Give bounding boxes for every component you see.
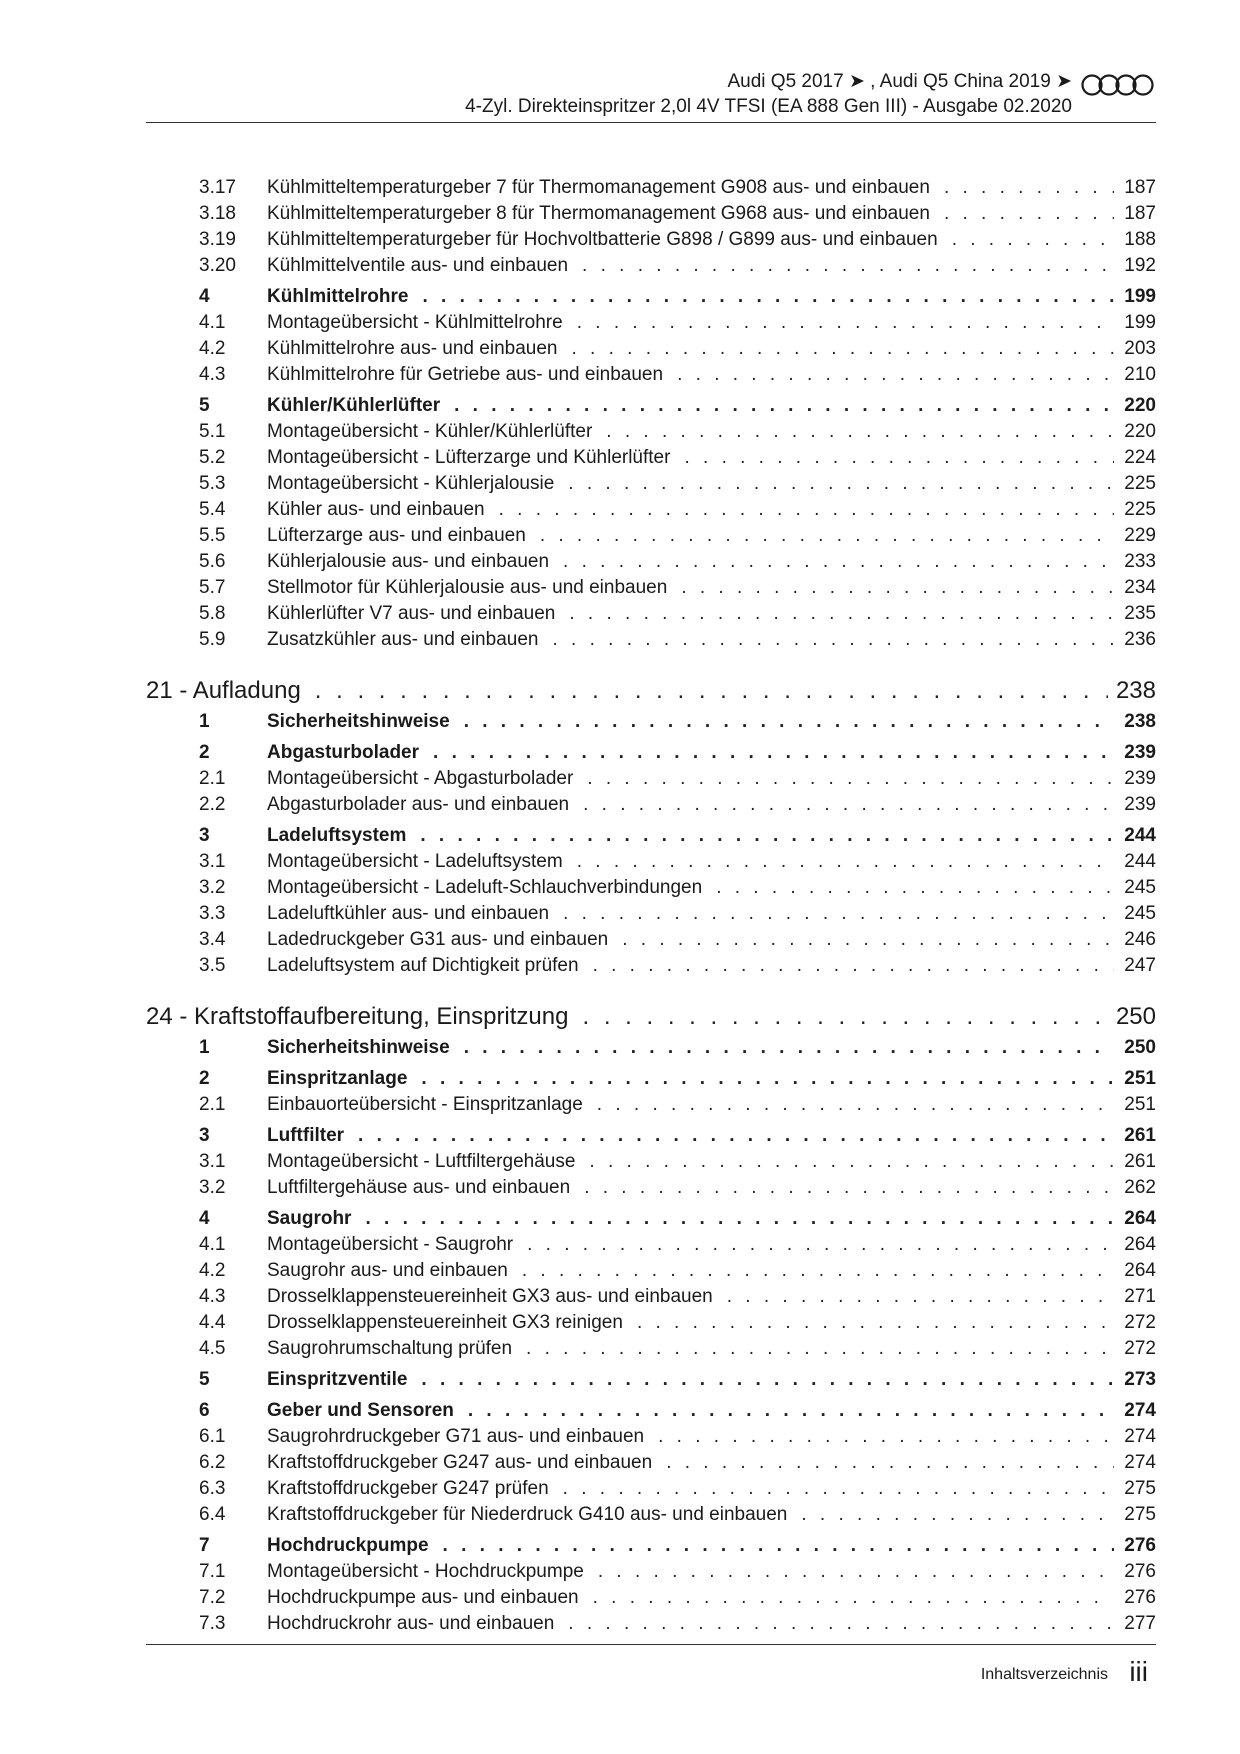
toc-subsection-row[interactable]: [146, 1424, 1156, 1450]
toc-dot-leader: [666, 1450, 1114, 1476]
toc-entry-title: Drosselklappensteuereinheit GX3 aus- und einbauen: [267, 1286, 713, 1307]
toc-entry-title: Zusatzkühler aus- und einbauen: [267, 629, 539, 650]
toc-subsection-row[interactable]: [146, 1232, 1156, 1258]
toc-entry-title: Kraftstoffdruckgeber für Niederdruck G410 aus- und einbauen: [267, 1504, 788, 1525]
toc-dot-leader: [593, 953, 1114, 979]
toc-entry-page: 277: [1124, 1613, 1156, 1634]
toc-dot-leader: [464, 709, 1114, 735]
toc-entry-number: 2.1: [199, 1094, 226, 1115]
toc-entry-number: 5.2: [199, 447, 226, 468]
toc-entry-title: 21 - Aufladung: [146, 677, 301, 704]
toc-subsection-row[interactable]: [146, 227, 1156, 253]
toc-entry-title: Einspritzanlage: [267, 1068, 408, 1089]
toc-entry-number: 4: [199, 1208, 210, 1229]
toc-entry-page: 261: [1124, 1125, 1156, 1146]
toc-dot-leader: [587, 766, 1114, 792]
toc-entry-number: 6.2: [199, 1452, 226, 1473]
toc-dot-leader: [571, 336, 1114, 362]
toc-entry-page: 187: [1124, 203, 1156, 224]
toc-dot-leader: [421, 1367, 1114, 1393]
toc-entry-page: 276: [1124, 1587, 1156, 1608]
toc-entry-number: 7: [199, 1535, 210, 1556]
toc-entry-page: 247: [1124, 955, 1156, 976]
toc-dot-leader: [952, 227, 1114, 253]
toc-entry-title: Ladeluftsystem: [267, 825, 407, 846]
toc-entry-number: 3.1: [199, 851, 226, 872]
toc-entry-page: 239: [1124, 794, 1156, 815]
toc-dot-leader: [622, 927, 1114, 953]
toc-entry-title: Luftfiltergehäuse aus- und einbauen: [267, 1177, 571, 1198]
toc-entry-number: 5.9: [199, 629, 226, 650]
toc-entry-number: 7.3: [199, 1613, 226, 1634]
toc-dot-leader: [801, 1502, 1114, 1528]
toc-dot-leader: [598, 1559, 1114, 1585]
toc-entry-page: 274: [1124, 1426, 1156, 1447]
toc-subsection-row[interactable]: [146, 1258, 1156, 1284]
toc-entry-number: 3.19: [199, 229, 236, 250]
toc-entry-number: 3.2: [199, 1177, 226, 1198]
toc-subsection-row[interactable]: [146, 1310, 1156, 1336]
toc-entry-title: Einspritzventile: [267, 1369, 408, 1390]
toc-entry-number: 6.4: [199, 1504, 226, 1525]
toc-dot-leader: [422, 284, 1114, 310]
toc-entry-number: 5.4: [199, 499, 226, 520]
toc-entry-title: Kühlmitteltemperaturgeber 8 für Thermomanagement G968 aus- und einbauen: [267, 203, 930, 224]
toc-entry-title: Kühlmittelrohre: [267, 286, 409, 307]
toc-entry-number: 1: [199, 711, 210, 732]
toc-entry-page: 199: [1124, 286, 1156, 307]
toc-subsection-row[interactable]: [146, 575, 1156, 601]
toc-entry-number: 4.2: [199, 1260, 226, 1281]
toc-entry-title: Saugrohrumschaltung prüfen: [267, 1338, 513, 1359]
toc-section-row[interactable]: [146, 393, 1156, 419]
toc-entry-number: 5.5: [199, 525, 226, 546]
toc-entry-number: 3.1: [199, 1151, 226, 1172]
toc-dot-leader: [577, 849, 1114, 875]
page-header: [146, 70, 1156, 122]
toc-entry-title: Montageübersicht - Kühlerjalousie: [267, 473, 555, 494]
table-of-contents: [146, 175, 1156, 1637]
toc-subsection-row[interactable]: [146, 601, 1156, 627]
toc-subsection-row[interactable]: [146, 766, 1156, 792]
toc-dot-leader: [540, 523, 1114, 549]
toc-entry-title: Hochdruckpumpe aus- und einbauen: [267, 1587, 579, 1608]
toc-entry-title: Abgasturbolader aus- und einbauen: [267, 794, 570, 815]
toc-entry-page: 239: [1124, 768, 1156, 789]
toc-dot-leader: [563, 1476, 1114, 1502]
toc-chapter-row[interactable]: [146, 1001, 1156, 1033]
header-vehicle-line: Audi Q5 2017 ➤ , Audi Q5 China 2019 ➤: [727, 71, 1072, 92]
toc-dot-leader: [568, 471, 1114, 497]
toc-subsection-row[interactable]: [146, 1092, 1156, 1118]
toc-entry-number: 5.3: [199, 473, 226, 494]
toc-dot-leader: [563, 901, 1114, 927]
toc-dot-leader: [468, 1398, 1114, 1424]
toc-subsection-row[interactable]: [146, 549, 1156, 575]
toc-entry-page: 203: [1124, 338, 1156, 359]
toc-dot-leader: [526, 1336, 1114, 1362]
toc-entry-title: Saugrohr: [267, 1208, 352, 1229]
toc-entry-number: 4.3: [199, 364, 226, 385]
toc-entry-page: 233: [1124, 551, 1156, 572]
toc-entry-page: 271: [1124, 1286, 1156, 1307]
toc-entry-page: 225: [1124, 473, 1156, 494]
toc-entry-page: 199: [1124, 312, 1156, 333]
toc-dot-leader: [584, 1175, 1114, 1201]
toc-dot-leader: [420, 823, 1114, 849]
toc-subsection-row[interactable]: [146, 849, 1156, 875]
toc-entry-number: 6: [199, 1400, 210, 1421]
toc-dot-leader: [684, 445, 1114, 471]
toc-entry-number: 3.3: [199, 903, 226, 924]
toc-entry-page: 276: [1124, 1535, 1156, 1556]
toc-entry-page: 244: [1124, 851, 1156, 872]
toc-entry-title: Einbauorteübersicht - Einspritzanlage: [267, 1094, 583, 1115]
toc-entry-number: 2: [199, 1068, 210, 1089]
toc-entry-title: Saugrohrdruckgeber G71 aus- und einbauen: [267, 1426, 645, 1447]
toc-section-row[interactable]: [146, 709, 1156, 735]
toc-entry-number: 3: [199, 825, 210, 846]
toc-dot-leader: [677, 362, 1114, 388]
toc-dot-leader: [944, 201, 1114, 227]
toc-subsection-row[interactable]: [146, 1559, 1156, 1585]
toc-entry-number: 5: [199, 395, 210, 416]
toc-section-row[interactable]: [146, 284, 1156, 310]
toc-entry-page: 245: [1124, 903, 1156, 924]
toc-entry-title: Lüfterzarge aus- und einbauen: [267, 525, 526, 546]
toc-entry-title: Kühlerlüfter V7 aus- und einbauen: [267, 603, 556, 624]
toc-dot-leader: [582, 253, 1114, 279]
toc-entry-page: 244: [1124, 825, 1156, 846]
toc-dot-leader: [727, 1284, 1114, 1310]
toc-entry-number: 4.5: [199, 1338, 226, 1359]
toc-entry-title: Kühlmittelrohre für Getriebe aus- und einbauen: [267, 364, 664, 385]
header-engine-line: 4-Zyl. Direkteinspritzer 2,0l 4V TFSI (EA 888 Gen III) - Ausgabe 02.2020: [465, 96, 1072, 117]
toc-entry-title: Kühlerjalousie aus- und einbauen: [267, 551, 550, 572]
toc-entry-number: 6.3: [199, 1478, 226, 1499]
toc-entry-number: 2: [199, 742, 210, 763]
toc-entry-page: 238: [1124, 711, 1156, 732]
toc-entry-number: 4.1: [199, 312, 226, 333]
toc-dot-leader: [358, 1123, 1114, 1149]
toc-entry-title: Ladedruckgeber G31 aus- und einbauen: [267, 929, 609, 950]
toc-dot-leader: [637, 1310, 1114, 1336]
toc-dot-leader: [568, 1611, 1114, 1637]
toc-entry-page: 192: [1124, 255, 1156, 276]
toc-subsection-row[interactable]: [146, 1585, 1156, 1611]
toc-entry-number: 5: [199, 1369, 210, 1390]
toc-entry-page: 220: [1124, 421, 1156, 442]
toc-section-row[interactable]: [146, 1066, 1156, 1092]
toc-subsection-row[interactable]: [146, 1502, 1156, 1528]
toc-subsection-row[interactable]: [146, 1476, 1156, 1502]
toc-dot-leader: [522, 1258, 1114, 1284]
toc-entry-page: 235: [1124, 603, 1156, 624]
toc-dot-leader: [944, 175, 1114, 201]
toc-subsection-row[interactable]: [146, 523, 1156, 549]
toc-entry-page: 225: [1124, 499, 1156, 520]
toc-entry-title: Montageübersicht - Ladeluftsystem: [267, 851, 563, 872]
toc-subsection-row[interactable]: [146, 875, 1156, 901]
toc-entry-title: Saugrohr aus- und einbauen: [267, 1260, 508, 1281]
toc-dot-leader: [606, 419, 1114, 445]
toc-entry-title: Hochdruckrohr aus- und einbauen: [267, 1613, 555, 1634]
toc-subsection-row[interactable]: [146, 419, 1156, 445]
toc-entry-title: Montageübersicht - Kühlmittelrohre: [267, 312, 563, 333]
toc-entry-page: 234: [1124, 577, 1156, 598]
toc-dot-leader: [563, 549, 1114, 575]
toc-section-row[interactable]: [146, 1206, 1156, 1232]
toc-entry-number: 2.1: [199, 768, 226, 789]
toc-entry-page: 251: [1124, 1068, 1156, 1089]
toc-dot-leader: [577, 310, 1114, 336]
toc-entry-title: Montageübersicht - Ladeluft-Schlauchverbindungen: [267, 877, 703, 898]
toc-subsection-row[interactable]: [146, 497, 1156, 523]
toc-entry-page: 272: [1124, 1338, 1156, 1359]
toc-entry-page: 210: [1124, 364, 1156, 385]
toc-entry-page: 187: [1124, 177, 1156, 198]
toc-dot-leader: [716, 875, 1114, 901]
toc-entry-title: Abgasturbolader: [267, 742, 420, 763]
toc-entry-title: Hochdruckpumpe: [267, 1535, 429, 1556]
toc-dot-leader: [315, 675, 1108, 707]
toc-entry-number: 6.1: [199, 1426, 226, 1447]
toc-dot-leader: [464, 1035, 1114, 1061]
toc-section-row[interactable]: [146, 1035, 1156, 1061]
toc-subsection-row[interactable]: [146, 1611, 1156, 1637]
toc-entry-page: 261: [1124, 1151, 1156, 1172]
toc-subsection-row[interactable]: [146, 253, 1156, 279]
toc-entry-title: Montageübersicht - Saugrohr: [267, 1234, 514, 1255]
toc-entry-title: Kühlmittelrohre aus- und einbauen: [267, 338, 558, 359]
toc-entry-page: 276: [1124, 1561, 1156, 1582]
toc-entry-page: 251: [1124, 1094, 1156, 1115]
toc-entry-page: 264: [1124, 1234, 1156, 1255]
toc-subsection-row[interactable]: [146, 927, 1156, 953]
toc-dot-leader: [443, 1533, 1114, 1559]
toc-dot-leader: [589, 1149, 1114, 1175]
toc-entry-number: 7.2: [199, 1587, 226, 1608]
toc-entry-number: 3.18: [199, 203, 236, 224]
toc-entry-title: Montageübersicht - Hochdruckpumpe: [267, 1561, 584, 1582]
toc-dot-leader: [658, 1424, 1114, 1450]
toc-entry-title: Sicherheitshinweise: [267, 711, 450, 732]
toc-entry-title: Montageübersicht - Lüfterzarge und Kühlerlüfter: [267, 447, 671, 468]
toc-entry-page: 220: [1124, 395, 1156, 416]
toc-dot-leader: [582, 1001, 1107, 1033]
toc-section-row[interactable]: [146, 823, 1156, 849]
toc-entry-number: 3.5: [199, 955, 226, 976]
toc-dot-leader: [681, 575, 1114, 601]
toc-subsection-row[interactable]: [146, 1284, 1156, 1310]
toc-entry-page: 274: [1124, 1452, 1156, 1473]
toc-entry-page: 246: [1124, 929, 1156, 950]
toc-dot-leader: [593, 1585, 1114, 1611]
audi-rings-icon: [1080, 73, 1156, 97]
toc-entry-page: 275: [1124, 1504, 1156, 1525]
toc-subsection-row[interactable]: [146, 201, 1156, 227]
toc-entry-number: 7.1: [199, 1561, 226, 1582]
toc-entry-number: 4.4: [199, 1312, 226, 1333]
toc-subsection-row[interactable]: [146, 792, 1156, 818]
toc-entry-number: 5.8: [199, 603, 226, 624]
toc-entry-number: 3.17: [199, 177, 236, 198]
toc-subsection-row[interactable]: [146, 471, 1156, 497]
toc-entry-page: 264: [1124, 1260, 1156, 1281]
toc-entry-title: Stellmotor für Kühlerjalousie aus- und einbauen: [267, 577, 668, 598]
footer-divider: [146, 1644, 1156, 1645]
toc-subsection-row[interactable]: [146, 445, 1156, 471]
toc-entry-page: 245: [1124, 877, 1156, 898]
toc-section-row[interactable]: [146, 1123, 1156, 1149]
toc-entry-number: 5.6: [199, 551, 226, 572]
toc-subsection-row[interactable]: [146, 362, 1156, 388]
toc-entry-page: 275: [1124, 1478, 1156, 1499]
toc-subsection-row[interactable]: [146, 310, 1156, 336]
footer-section-label: Inhaltsverzeichnis: [980, 1666, 1108, 1683]
toc-entry-title: Drosselklappensteuereinheit GX3 reinigen: [267, 1312, 623, 1333]
toc-entry-page: 264: [1124, 1208, 1156, 1229]
toc-entry-title: Kraftstoffdruckgeber G247 aus- und einbauen: [267, 1452, 653, 1473]
toc-entry-number: 4.1: [199, 1234, 226, 1255]
toc-entry-page: 239: [1124, 742, 1156, 763]
header-divider: [146, 122, 1156, 123]
toc-dot-leader: [597, 1092, 1114, 1118]
toc-subsection-row[interactable]: [146, 953, 1156, 979]
toc-entry-number: 4.3: [199, 1286, 226, 1307]
toc-entry-title: Ladeluftsystem auf Dichtigkeit prüfen: [267, 955, 579, 976]
toc-subsection-row[interactable]: [146, 901, 1156, 927]
toc-entry-title: Montageübersicht - Abgasturbolader: [267, 768, 574, 789]
toc-entry-number: 5.1: [199, 421, 226, 442]
toc-entry-number: 4: [199, 286, 210, 307]
toc-entry-title: Montageübersicht - Kühler/Kühlerlüfter: [267, 421, 593, 442]
toc-entry-page: 224: [1124, 447, 1156, 468]
toc-entry-page: 250: [1115, 1003, 1156, 1030]
toc-entry-title: Kühler/Kühlerlüfter: [267, 395, 441, 416]
toc-entry-title: Kraftstoffdruckgeber G247 prüfen: [267, 1478, 549, 1499]
toc-entry-number: 4.2: [199, 338, 226, 359]
toc-entry-page: 250: [1124, 1037, 1156, 1058]
toc-chapter-row[interactable]: [146, 675, 1156, 707]
toc-dot-leader: [365, 1206, 1114, 1232]
toc-entry-title: Kühlmittelventile aus- und einbauen: [267, 255, 569, 276]
toc-entry-title: 24 - Kraftstoffaufbereitung, Einspritzung: [146, 1003, 569, 1030]
toc-dot-leader: [499, 497, 1114, 523]
toc-entry-page: 236: [1124, 629, 1156, 650]
toc-dot-leader: [552, 627, 1114, 653]
toc-section-row[interactable]: [146, 740, 1156, 766]
toc-entry-number: 1: [199, 1037, 210, 1058]
toc-subsection-row[interactable]: [146, 1450, 1156, 1476]
toc-entry-page: 273: [1124, 1369, 1156, 1390]
toc-subsection-row[interactable]: [146, 336, 1156, 362]
toc-entry-page: 274: [1124, 1400, 1156, 1421]
toc-entry-number: 2.2: [199, 794, 226, 815]
toc-subsection-row[interactable]: [146, 627, 1156, 653]
toc-section-row[interactable]: [146, 1398, 1156, 1424]
toc-entry-page: 188: [1124, 229, 1156, 250]
toc-entry-title: Montageübersicht - Luftfiltergehäuse: [267, 1151, 576, 1172]
toc-subsection-row[interactable]: [146, 175, 1156, 201]
toc-dot-leader: [454, 393, 1114, 419]
toc-subsection-row[interactable]: [146, 1149, 1156, 1175]
toc-entry-number: 3.4: [199, 929, 226, 950]
toc-dot-leader: [527, 1232, 1114, 1258]
toc-section-row[interactable]: [146, 1367, 1156, 1393]
toc-entry-title: Kühlmitteltemperaturgeber für Hochvoltbatterie G898 / G899 aus- und einbauen: [267, 229, 938, 250]
toc-entry-title: Geber und Sensoren: [267, 1400, 454, 1421]
toc-entry-number: 3.2: [199, 877, 226, 898]
toc-dot-leader: [421, 1066, 1114, 1092]
toc-entry-title: Sicherheitshinweise: [267, 1037, 450, 1058]
toc-entry-page: 238: [1115, 677, 1156, 704]
toc-dot-leader: [433, 740, 1114, 766]
toc-dot-leader: [569, 601, 1114, 627]
toc-entry-number: 3.20: [199, 255, 236, 276]
footer-page-number: iii: [1129, 1656, 1148, 1687]
toc-entry-page: 272: [1124, 1312, 1156, 1333]
toc-entry-page: 229: [1124, 525, 1156, 546]
toc-entry-title: Kühlmitteltemperaturgeber 7 für Thermomanagement G908 aus- und einbauen: [267, 177, 930, 198]
toc-dot-leader: [583, 792, 1114, 818]
toc-section-row[interactable]: [146, 1533, 1156, 1559]
toc-entry-number: 5.7: [199, 577, 226, 598]
toc-entry-title: Ladeluftkühler aus- und einbauen: [267, 903, 550, 924]
toc-subsection-row[interactable]: [146, 1175, 1156, 1201]
toc-entry-title: Luftfilter: [267, 1125, 345, 1146]
toc-subsection-row[interactable]: [146, 1336, 1156, 1362]
toc-entry-title: Kühler aus- und einbauen: [267, 499, 485, 520]
toc-entry-page: 262: [1124, 1177, 1156, 1198]
toc-entry-number: 3: [199, 1125, 210, 1146]
